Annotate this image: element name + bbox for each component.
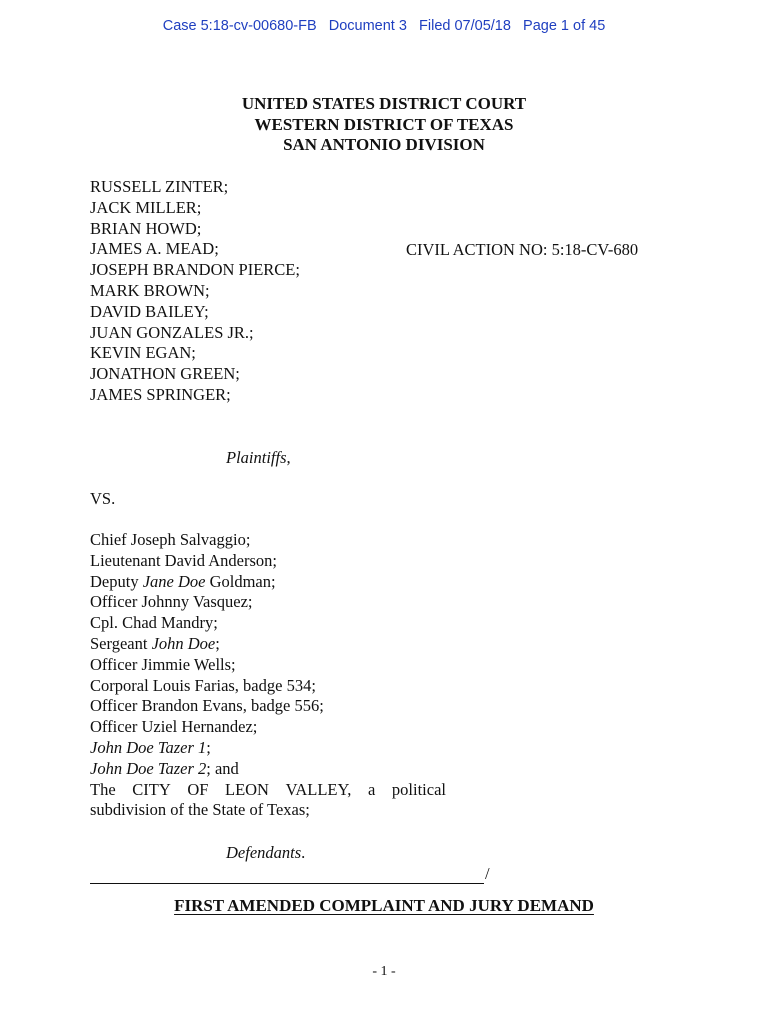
defendant-placeholder-name: John Doe Tazer 1 [90,737,207,757]
defendants-label-period: . [301,843,306,862]
plaintiffs-label-text: Plaintiffs [226,448,287,467]
plaintiff-name: JONATHON GREEN; [90,364,240,384]
case-number: Case 5:18-cv-00680-FB [162,18,317,34]
plaintiff-name: JAMES A. MEAD; [90,239,219,259]
defendant-punctuation: ; [206,737,211,757]
defendant-placeholder-name: John Doe [151,633,216,653]
defendant-name: Officer Jimmie Wells; [90,654,236,674]
word: LEON [224,779,269,799]
filed-date: Filed 07/05/18 [419,18,511,34]
court-name: UNITED STATES DISTRICT COURT [241,94,527,113]
court-district: WESTERN DISTRICT OF TEXAS [254,114,514,134]
page-number: - 1 - [372,964,396,979]
page-count: Page 1 of 45 [523,18,606,34]
plaintiffs-label-comma: , [286,448,291,467]
plaintiff-name: RUSSELL ZINTER; [90,177,229,196]
defendant-title: Sergeant [90,633,152,653]
civil-action-number: CIVIL ACTION NO: 5:18-CV-680 [406,240,639,259]
defendant-name: Corporal Louis Farias, badge 534; [90,675,316,695]
defendants-label [226,843,305,863]
defendant-name: Cpl. Chad Mandry; [90,613,218,633]
defendant-punctuation: ; [215,633,220,653]
defendant-name: Chief Joseph Salvaggio; [90,530,251,549]
caption-rule-slash: / [485,864,490,883]
document-number: Document 3 [328,18,407,34]
plaintiff-name: JACK MILLER; [90,197,202,217]
caption-rule [90,864,490,884]
plaintiff-name: BRIAN HOWD; [90,218,202,238]
court-caption [0,94,768,156]
defendant-punctuation: ; and [206,758,239,778]
word: OF [187,779,209,799]
word: CITY [132,779,171,799]
defendant-placeholder-name: Jane Doe [142,571,206,591]
plaintiff-name: MARK BROWN; [90,280,210,300]
defendant-name [90,572,446,593]
ecf-header-stamp [0,18,768,34]
word: political [391,779,446,799]
defendant-name: Officer Brandon Evans, badge 556; [90,696,324,716]
court-division: SAN ANTONIO DIVISION [283,135,485,154]
word: The [90,779,116,799]
versus: VS. [90,489,116,508]
plaintiff-name: KEVIN EGAN; [90,343,196,363]
defendant-name: Officer Uziel Hernandez; [90,717,258,737]
document-title [0,896,768,916]
plaintiffs-label [226,448,291,468]
plaintiff-name: JOSEPH BRANDON PIERCE; [90,260,300,280]
defendant-name [90,634,446,655]
defendant-placeholder-name: John Doe Tazer 2 [90,758,207,778]
plaintiff-name: DAVID BAILEY; [90,301,209,321]
plaintiffs-list [90,177,300,406]
defendant-name [90,759,446,780]
defendant-name: Lieutenant David Anderson; [90,550,277,570]
defendant-name [90,738,446,759]
plaintiff-name: JAMES SPRINGER; [90,384,231,404]
defendant-surname: Goldman; [205,571,276,591]
word: a [368,779,376,799]
defendant-name: Officer Johnny Vasquez; [90,592,253,612]
defendant-title: Deputy [90,571,143,591]
word: VALLEY, [285,779,352,799]
document-title-text: FIRST AMENDED COMPLAINT AND JURY DEMAND [174,896,594,915]
defendant-city-line [90,780,446,801]
defendant-city-line-cont: subdivision of the State of Texas; [90,800,310,820]
caption-rule-line [90,867,484,884]
defendants-list [90,530,446,821]
defendants-label-text: Defendants [226,843,302,862]
plaintiff-name: JUAN GONZALES JR.; [90,322,254,342]
